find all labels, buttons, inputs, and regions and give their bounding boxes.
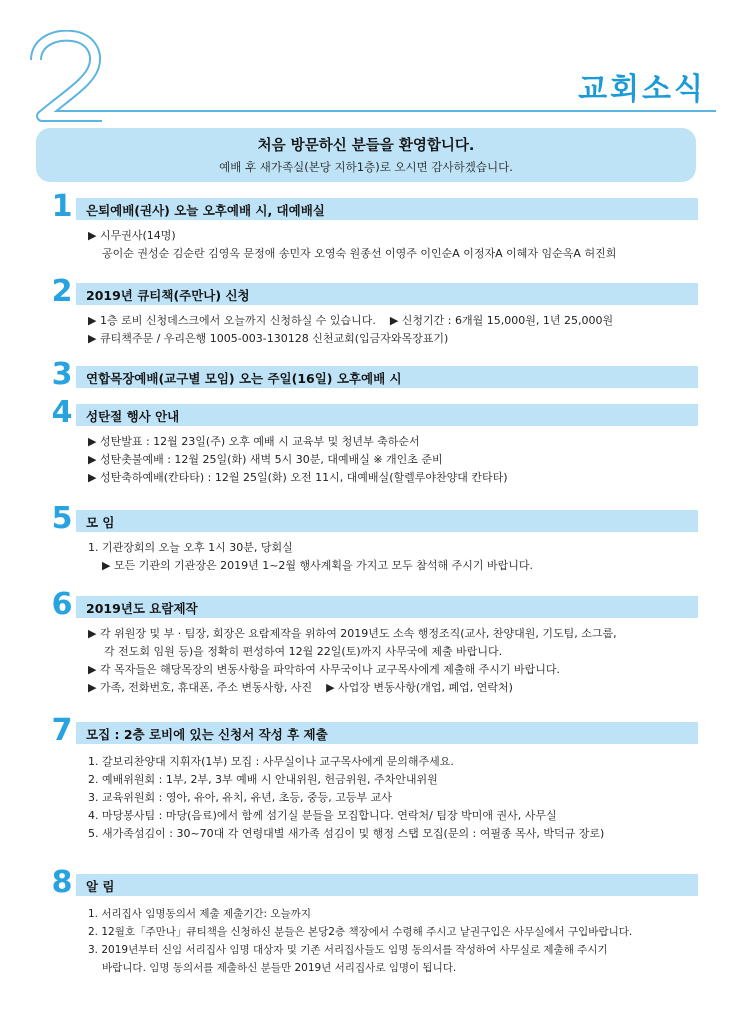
notice-line: 3. 2019년부터 신임 서리집사 임명 대상자 및 기존 서리집사들도 임명 동의서를 작성하여 사무실로 제출해 주시기 — [88, 944, 608, 956]
notice-line: ▶ 큐티책주문 / 우리은행 1005-003-130128 신천교회(입금자와목장표기) — [88, 332, 449, 345]
section-header — [48, 189, 698, 224]
section-title: 연합목장예배(교구별 모임) 오는 주일(16일) 오후예배 시 — [86, 371, 402, 386]
notice-line: ▶ 성탄발표 : 12월 23일(주) 오후 예배 시 교육부 및 청년부 축하순서 — [88, 435, 420, 448]
section-number: 5 — [51, 501, 73, 536]
notice-section-8 — [48, 865, 698, 977]
notice-line: ▶ 각 목자들은 해당목장의 변동사항을 파악하여 사무국이나 교구목사에게 제출해 주시기 바랍니다. — [88, 663, 560, 676]
section-number: 3 — [51, 357, 73, 392]
section-title: 모 임 — [86, 515, 115, 530]
section-header — [48, 395, 698, 430]
notice-section-7 — [48, 713, 698, 843]
page-number-text: 2 — [24, 30, 25, 31]
section-band — [76, 874, 698, 896]
welcome-banner — [36, 128, 696, 182]
title-rule — [96, 110, 716, 112]
notice-line: 2. 예배위원회 : 1부, 2부, 3부 예배 시 안내위원, 헌금위원, 주차안내위원 — [88, 773, 438, 786]
notice-section-1 — [48, 189, 698, 263]
section-number: 1 — [51, 189, 73, 224]
section-number: 4 — [51, 395, 73, 430]
section-number: 7 — [51, 713, 73, 748]
notice-line: 1. 갈보리찬양대 지휘자(1부) 모집 : 사무실이나 교구목사에게 문의해주세요. — [88, 755, 454, 768]
notice-line: 1. 서리집사 임명동의서 제출 제출기간: 오늘까지 — [88, 908, 311, 920]
notice-line: 3. 교육위원회 : 영아, 유아, 유치, 유년, 초등, 중등, 고등부 교사 — [88, 791, 392, 804]
section-title: 2019년 큐티책(주만나) 신청 — [86, 288, 250, 303]
notice-line: 4. 마당봉사팀 : 마당(음료)에서 함께 섬기실 분들을 모집합니다. 연락처/ 팀장 박미애 권사, 사무실 — [88, 809, 557, 822]
section-header — [48, 713, 698, 748]
section-band — [76, 510, 698, 532]
section-number: 2 — [51, 274, 73, 309]
notice-line-part: ▶ 1층 로비 신청데스크에서 오늘까지 신청하실 수 있습니다. — [88, 314, 376, 327]
notice-line: 2. 12월호「주만나」큐티책을 신청하신 분들은 본당2층 책장에서 수령해 주시고 낱권구입은 사무실에서 구입바랍니다. — [88, 926, 633, 938]
notice-line: 각 전도회 임원 등)을 정확히 편성하여 12월 22일(토)까지 사무국에 제출 바랍니다. — [104, 645, 503, 658]
section-title: 성탄절 행사 안내 — [86, 409, 180, 424]
section-header — [48, 357, 698, 392]
notice-section-5 — [48, 501, 698, 575]
notice-line: 공이순 권성순 김순란 김영옥 문정애 송민자 오영숙 원종선 이영주 이인순A 이정자A 이혜자 임순옥A 허진희 — [102, 247, 617, 260]
notice-section-3 — [48, 357, 698, 392]
notice-line-part: ▶ 사업장 변동사항(개업, 폐업, 연락처) — [326, 681, 513, 694]
section-header — [48, 587, 698, 622]
section-title: 알 림 — [86, 879, 115, 894]
section-header — [48, 274, 698, 309]
notice-section-4 — [48, 395, 698, 487]
section-number: 6 — [51, 587, 73, 622]
notice-line: 5. 새가족섬김이 : 30~70대 각 연령대별 새가족 섬김이 및 행정 스탭 모집(문의 : 여필종 목사, 박덕규 장로) — [88, 827, 605, 840]
section-header — [48, 501, 698, 536]
welcome-subtitle: 예배 후 새가족실(본당 지하1층)로 오시면 감사하겠습니다. — [219, 160, 513, 174]
notice-line: ▶ 성탄촛불예배 : 12월 25일(화) 새벽 5시 30분, 대예배실 ※ 개인초 준비 — [88, 453, 443, 466]
notice-line-part: ▶ 가족, 전화번호, 휴대폰, 주소 변동사항, 사진 — [88, 681, 313, 694]
welcome-title: 처음 방문하신 분들을 환영합니다. — [257, 138, 475, 154]
notice-line: ▶ 각 위원장 및 부 · 팀장, 회장은 요람제작을 위하여 2019년도 소속 행정조직(교사, 찬양대원, 기도팀, 소그룹, — [88, 627, 617, 640]
section-heading: 교회소식 — [578, 72, 706, 107]
notice-line: ▶ 모든 기관의 기관장은 2019년 1~2월 행사계획을 가지고 모두 참석해 주시기 바랍니다. — [102, 559, 534, 572]
section-title: 은퇴예배(권사) 오늘 오후예배 시, 대예배실 — [86, 203, 325, 218]
notice-line — [88, 312, 698, 330]
notice-line: 바랍니다. 임명 동의서를 제출하신 분들만 2019년 서리집사로 임명이 됩니다. — [102, 962, 457, 974]
notice-line: ▶ 성탄축하예배(칸타타) : 12월 25일(화) 오전 11시, 대예배실(할렐루야찬양대 칸타타) — [88, 471, 508, 484]
notice-line: 1. 기관장회의 오늘 오후 1시 30분, 당회실 — [88, 541, 293, 554]
section-title: 모집 : 2층 로비에 있는 신청서 작성 후 제출 — [86, 727, 328, 742]
notice-section-2 — [48, 274, 698, 348]
section-header — [48, 865, 698, 900]
notice-line-part: ▶ 신청기간 : 6개월 15,000원, 1년 25,000원 — [389, 314, 614, 327]
notice-section-6 — [48, 587, 698, 697]
notice-line — [88, 679, 698, 697]
section-number: 8 — [51, 865, 73, 900]
section-title: 2019년도 요람제작 — [86, 601, 198, 616]
notice-line: ▶ 시무권사(14명) — [88, 229, 176, 242]
